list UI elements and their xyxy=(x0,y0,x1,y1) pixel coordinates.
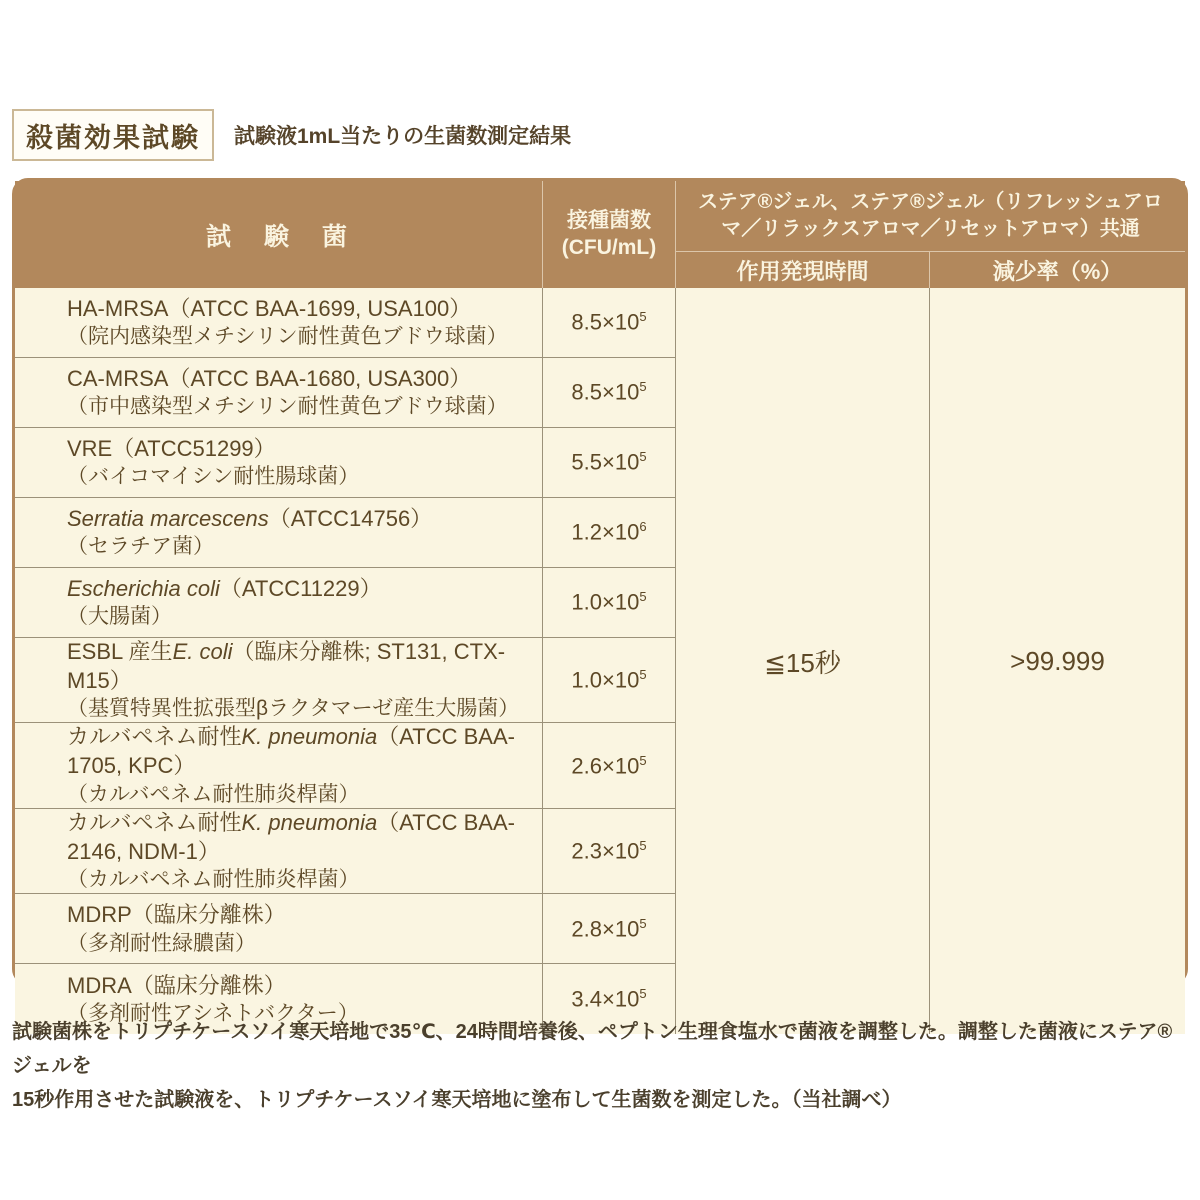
cfu-exponent: 5 xyxy=(639,752,647,768)
bacteria-name-japanese: （カルバペネム耐性肺炎桿菌） xyxy=(67,782,360,806)
inoculum-count-cell: $2.8\times 10^5$ xyxy=(543,894,676,964)
cfu-exponent: 5 xyxy=(639,309,647,325)
bacteria-name: Escherichia coli（ATCC11229） xyxy=(67,575,382,601)
bacteria-name: VRE（ATCC51299） xyxy=(67,435,276,461)
bacteria-name-japanese: （大腸菌） xyxy=(67,605,172,629)
bacteria-name-japanese: （多剤耐性緑膿菌） xyxy=(67,931,256,955)
bacteria-name: MDRA（臨床分離株） xyxy=(67,972,286,998)
cfu-exponent: 5 xyxy=(639,667,647,683)
inoculum-count-cell: $8.5\times 10^5$ xyxy=(543,358,676,428)
inoculum-count-cell: $2.3\times 10^5$ xyxy=(543,809,676,894)
footnote-line-1: 試験菌株をトリプチケースソイ寒天培地で35℃、24時間培養後、ペプトン生理食塩水で菌液を調整した。調整した菌液にステア®ジェルを xyxy=(12,1021,1173,1077)
bacteria-name-japanese: （カルバペネム耐性肺炎桿菌） xyxy=(67,868,360,892)
bacteria-name-japanese: （セラチア菌） xyxy=(67,535,214,559)
cfu-exponent: 5 xyxy=(639,449,647,465)
cfu-exponent: 5 xyxy=(639,379,647,395)
cfu-exponent: 5 xyxy=(639,915,647,931)
results-table-wrapper xyxy=(12,178,1188,1026)
reduction-rate-value: >99.999 xyxy=(930,288,1185,1034)
bacteria-name: MDRP（臨床分離株） xyxy=(67,902,286,927)
bacteria-name-japanese: （院内感染型メチシリン耐性黄色ブドウ球菌） xyxy=(67,325,508,349)
bacteria-name-cell xyxy=(15,894,543,964)
column-header-bacteria: 試 験 菌 xyxy=(15,181,543,288)
bacteria-name-cell xyxy=(15,638,543,723)
bacteria-name: カルバペネム耐性K. pneumonia（ATCC BAA-1705, KPC） xyxy=(67,724,515,779)
inoculum-header-line2: (CFU/mL) xyxy=(561,235,657,259)
column-header-product-group: ステア®ジェル、ステア®ジェル（リフレッシュアロマ／リラックスアロマ／リセットアロマ）共通 xyxy=(676,181,1185,252)
bacteria-name-japanese: （多剤耐性アシネトバクター） xyxy=(67,1002,359,1026)
bacteria-name-latin: K. pneumonia xyxy=(241,809,378,835)
bacteria-name-japanese: （基質特異性拡張型βラクタマーゼ産生大腸菌） xyxy=(67,697,520,721)
bacteria-name: Serratia marcescens（ATCC14756） xyxy=(67,505,433,531)
bacteria-name-latin: E. coli xyxy=(172,639,233,664)
inoculum-count-cell: $1.0\times 10^5$ xyxy=(543,638,676,723)
page-title: 殺菌効果試験 xyxy=(26,122,200,153)
bacteria-name-cell xyxy=(15,809,543,894)
bacteria-name-latin: Escherichia coli xyxy=(67,575,220,601)
table-row xyxy=(15,288,1185,358)
bacteria-name-cell xyxy=(15,568,543,638)
bacteria-name: CA-MRSA（ATCC BAA-1680, USA300） xyxy=(67,365,472,391)
column-header-inoculum xyxy=(543,181,676,288)
bacteria-name-japanese: （市中感染型メチシリン耐性黄色ブドウ球菌） xyxy=(67,395,508,419)
column-header-onset-time: 作用発現時間 xyxy=(676,252,930,288)
inoculum-header-line1: 接種菌数 xyxy=(567,209,651,233)
cfu-exponent: 5 xyxy=(639,589,647,605)
bacteria-name-cell xyxy=(15,288,543,358)
bacteria-name-cell xyxy=(15,723,543,808)
bacteria-name-japanese: （バイコマイシン耐性腸球菌） xyxy=(67,465,360,489)
footnote xyxy=(12,1015,1192,1117)
bacteria-name-cell xyxy=(15,498,543,568)
inoculum-count-cell: $3.4\times 10^5$ xyxy=(543,964,676,1034)
inoculum-count-cell: $8.5\times 10^5$ xyxy=(543,288,676,358)
bacteria-name-latin: Serratia marcescens xyxy=(67,505,269,531)
onset-time-value: ≦15秒 xyxy=(676,288,930,1034)
inoculum-count-cell: $2.6\times 10^5$ xyxy=(543,723,676,808)
bacteria-name: カルバペネム耐性K. pneumonia（ATCC BAA-2146, NDM-1） xyxy=(67,809,515,864)
cfu-exponent: 6 xyxy=(639,519,647,535)
column-header-reduction-rate: 減少率（%） xyxy=(930,252,1185,288)
bacteria-name-cell xyxy=(15,428,543,498)
inoculum-count-cell: $1.0\times 10^5$ xyxy=(543,568,676,638)
title-box xyxy=(12,109,214,161)
page-subtitle: 試験液1mL当たりの生菌数測定結果 xyxy=(234,125,572,148)
footnote-line-2: 15秒作用させた試験液を、トリプチケースソイ寒天培地に塗布して生菌数を測定した。（当社調べ） xyxy=(12,1089,902,1111)
bacteria-name-latin: K. pneumonia xyxy=(241,724,378,750)
cfu-exponent: 5 xyxy=(639,986,647,1002)
results-table xyxy=(15,181,1185,1034)
bacteria-name-cell xyxy=(15,358,543,428)
bacteria-name: HA-MRSA（ATCC BAA-1699, USA100） xyxy=(67,295,472,321)
inoculum-count-cell: $5.5\times 10^5$ xyxy=(543,428,676,498)
inoculum-count-cell: $1.2\times 10^6$ xyxy=(543,498,676,568)
header-row-1 xyxy=(15,181,1185,252)
bacteria-name: ESBL 産生E. coli（臨床分離株; ST131, CTX-M15） xyxy=(67,639,506,693)
cfu-exponent: 5 xyxy=(639,838,647,854)
